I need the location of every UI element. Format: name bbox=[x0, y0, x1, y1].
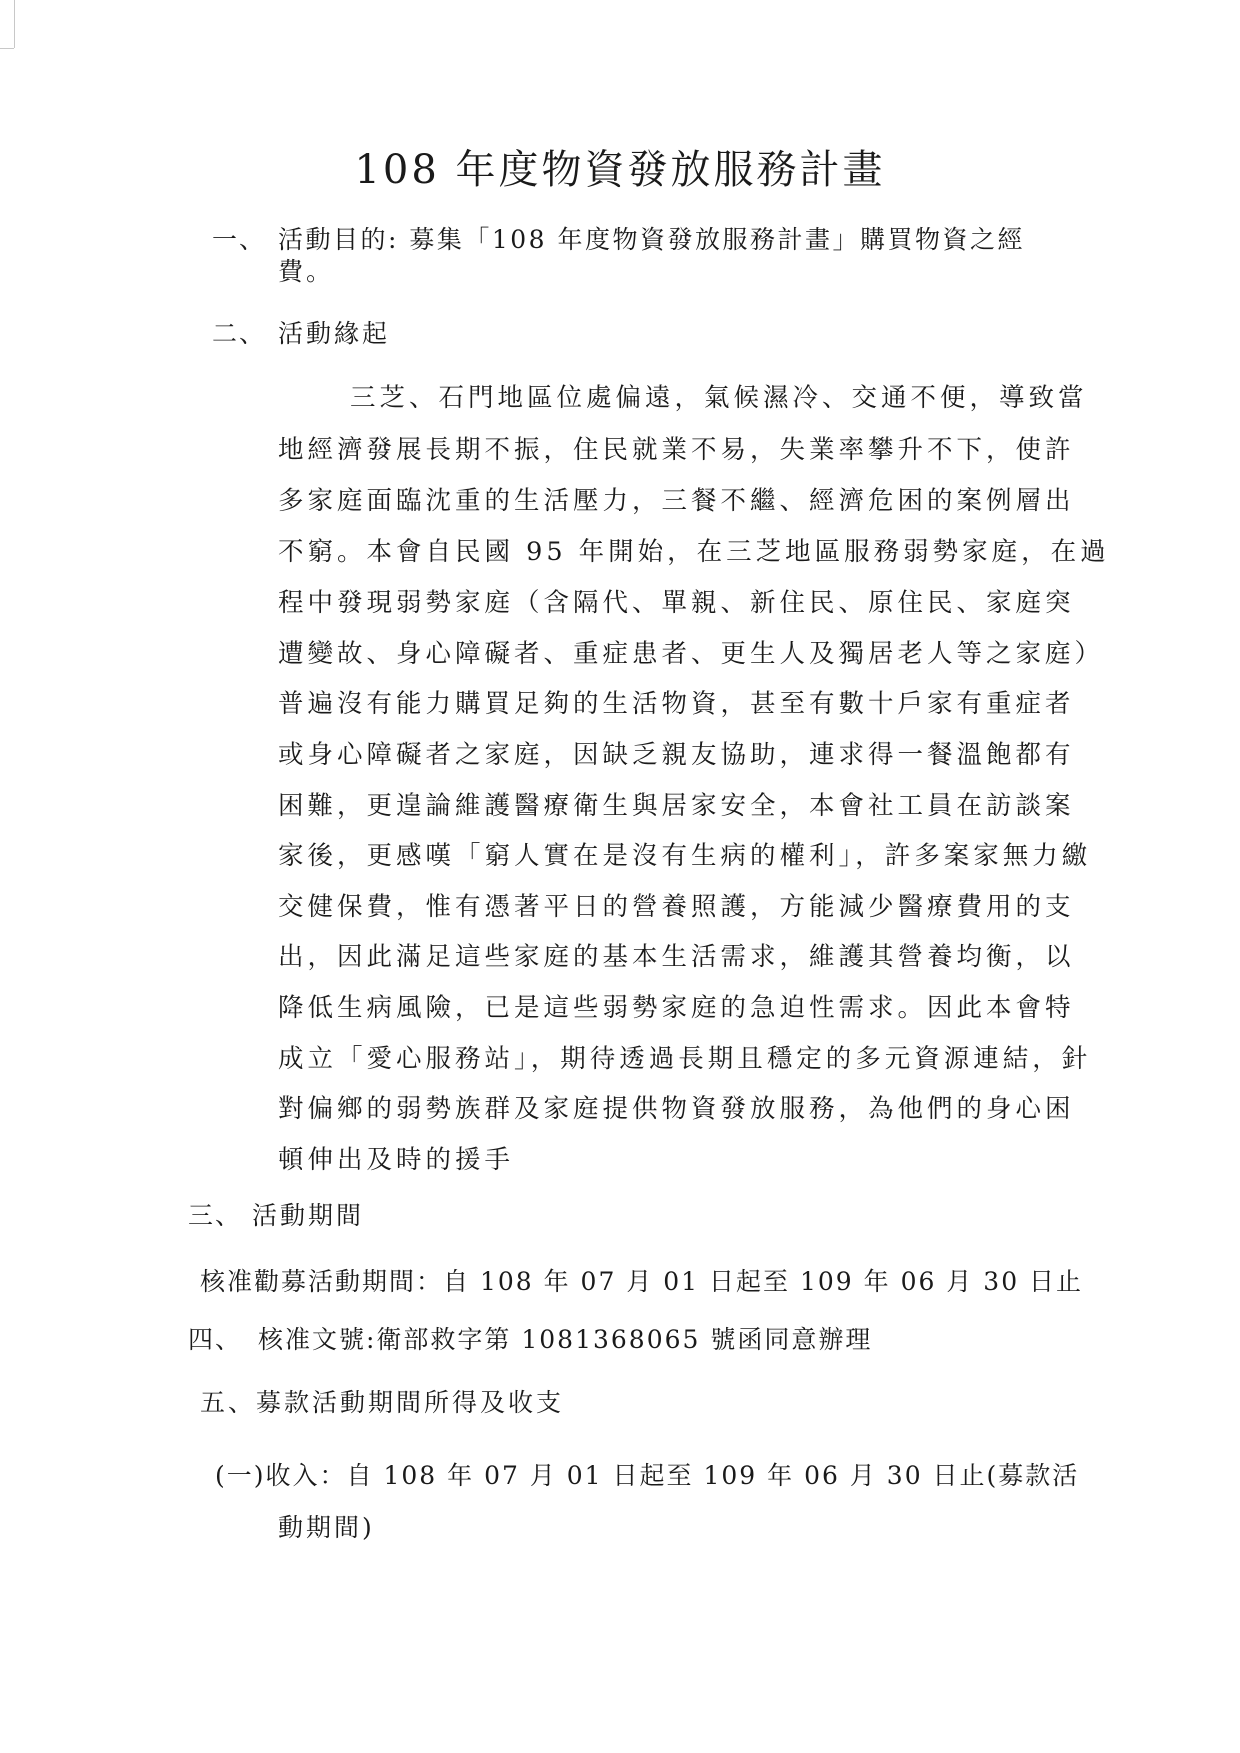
paragraph-line: 對偏鄉的弱勢族群及家庭提供物資發放服務，為他們的身心困 bbox=[278, 1094, 1075, 1124]
section-5-income-line: (一)收入：自 108 年 07 月 01 日起至 109 年 06 月 30 日止(募款活 bbox=[215, 1461, 1080, 1490]
section-3-heading: 活動期間 bbox=[252, 1201, 365, 1230]
paragraph-line: 三芝、石門地區位處偏遠，氣候濕冷、交通不便，導致當 bbox=[350, 383, 1088, 413]
paragraph-line: 困難，更遑論維護醫療衛生與居家安全，本會社工員在訪談案 bbox=[278, 791, 1075, 821]
paragraph-line: 普遍沒有能力購買足夠的生活物資，甚至有數十戶家有重症者 bbox=[278, 689, 1075, 719]
paragraph-line: 程中發現弱勢家庭（含隔代、單親、新住民、原住民、家庭突 bbox=[278, 588, 1075, 618]
paragraph-line: 出，因此滿足這些家庭的基本生活需求，維護其營養均衡，以 bbox=[278, 942, 1075, 972]
paragraph-line: 降低生病風險，已是這些弱勢家庭的急迫性需求。因此本會特 bbox=[278, 993, 1075, 1023]
paragraph-line: 家後，更感嘆「窮人實在是沒有生病的權利」，許多案家無力繳 bbox=[278, 841, 1092, 871]
section-4-marker: 四、 bbox=[188, 1325, 243, 1354]
paragraph-line: 不窮。本會自民國 95 年開始，在三芝地區服務弱勢家庭，在過 bbox=[278, 537, 1110, 567]
section-5-heading: 五、募款活動期間所得及收支 bbox=[200, 1388, 565, 1417]
section-2-heading: 活動緣起 bbox=[278, 319, 391, 348]
scan-edge-mark bbox=[14, 0, 15, 48]
paragraph-line: 多家庭面臨沈重的生活壓力，三餐不繼、經濟危困的案例層出 bbox=[278, 486, 1075, 516]
scan-edge-mark bbox=[0, 48, 14, 49]
paragraph-line: 或身心障礙者之家庭，因缺乏親友協助，連求得一餐溫飽都有 bbox=[278, 740, 1075, 770]
paragraph-line: 地經濟發展長期不振，住民就業不易，失業率攀升不下，使許 bbox=[278, 435, 1075, 465]
section-1-marker: 一、 bbox=[212, 225, 267, 254]
section-2-marker: 二、 bbox=[212, 319, 267, 348]
section-1-line: 費。 bbox=[278, 257, 335, 286]
paragraph-line: 遭變故、身心障礙者、重症患者、更生人及獨居老人等之家庭） bbox=[278, 639, 1105, 669]
section-3-detail: 核准勸募活動期間：自 108 年 07 月 01 日起至 109 年 06 月 30 日止 bbox=[200, 1267, 1084, 1296]
section-3-marker: 三、 bbox=[188, 1201, 243, 1230]
paragraph-line: 頓伸出及時的援手 bbox=[278, 1145, 515, 1175]
section-5-income-line: 動期間) bbox=[278, 1513, 375, 1542]
section-4-text: 核准文號:衛部救字第 1081368065 號函同意辦理 bbox=[258, 1325, 873, 1354]
document-title: 108 年度物資發放服務計畫 bbox=[354, 147, 886, 193]
paragraph-line: 交健保費，惟有憑著平日的營養照護，方能減少醫療費用的支 bbox=[278, 892, 1075, 922]
paragraph-line: 成立「愛心服務站」，期待透過長期且穩定的多元資源連結，針 bbox=[278, 1044, 1092, 1074]
section-1-line: 活動目的: 募集「108 年度物資發放服務計畫」購買物資之經 bbox=[278, 225, 1026, 254]
